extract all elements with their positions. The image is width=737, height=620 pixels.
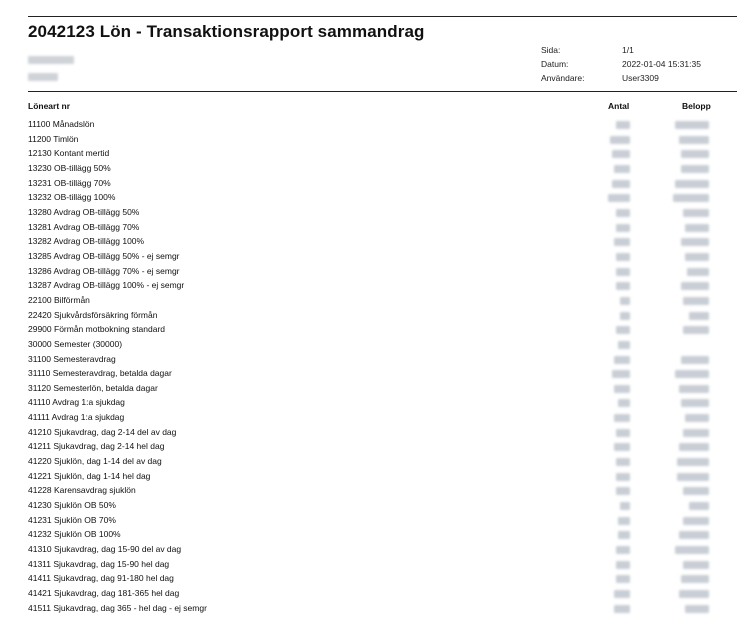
redacted-count <box>616 575 630 583</box>
row-label: 41111 Avdrag 1:a sjukdag <box>28 412 125 423</box>
row-label: 13282 Avdrag OB-tillägg 100% <box>28 236 145 247</box>
redacted-amount <box>681 150 709 158</box>
table-row <box>0 572 737 587</box>
redacted-count <box>616 487 630 495</box>
table-row <box>0 133 737 148</box>
redacted-amount <box>687 268 709 276</box>
redacted-count <box>616 253 630 261</box>
row-label: 41210 Sjukavdrag, dag 2-14 del av dag <box>28 426 177 437</box>
redacted-amount <box>675 546 709 554</box>
table-row <box>0 382 737 397</box>
row-label: 13287 Avdrag OB-tillägg 100% - ej semgr <box>28 280 185 291</box>
row-label: 12130 Kontant mertid <box>28 148 110 159</box>
redacted-count <box>612 180 630 188</box>
row-label: 22100 Bilförmån <box>28 294 90 305</box>
table-row <box>0 455 737 470</box>
redacted-count <box>616 209 630 217</box>
table-row <box>0 294 737 309</box>
table-row <box>0 177 737 192</box>
redacted-amount <box>689 312 709 320</box>
row-label: 41511 Sjukavdrag, dag 365 - hel dag - ej semgr <box>28 602 207 613</box>
redacted-count <box>608 194 630 202</box>
redacted-count <box>616 326 630 334</box>
redacted-count <box>616 561 630 569</box>
report-title: 2042123 Lön - Transaktionsrapport sammandrag <box>28 22 425 41</box>
redacted-count <box>618 517 630 525</box>
table-row <box>0 499 737 514</box>
redacted-amount <box>675 180 709 188</box>
redacted-count <box>620 297 630 305</box>
redacted-amount <box>683 561 709 569</box>
redacted-amount <box>673 194 709 202</box>
header-rule <box>28 91 737 92</box>
table-row <box>0 250 737 265</box>
redacted-amount <box>677 458 709 466</box>
row-label: 41230 Sjuklön OB 50% <box>28 500 116 511</box>
redacted-amount <box>677 473 709 481</box>
row-label: 13230 OB-tillägg 50% <box>28 162 111 173</box>
date-value: 2022-01-04 15:31:35 <box>622 59 701 69</box>
redacted-count <box>612 370 630 378</box>
table-row <box>0 514 737 529</box>
row-label: 31100 Semesteravdrag <box>28 353 116 364</box>
row-label: 31110 Semesteravdrag, betalda dagar <box>28 368 172 379</box>
table-row <box>0 191 737 206</box>
redacted-amount <box>679 385 709 393</box>
table-row <box>0 162 737 177</box>
row-label: 11100 Månadslön <box>28 119 95 129</box>
redacted-amount <box>675 121 709 129</box>
table-row <box>0 528 737 543</box>
redacted-count <box>618 399 630 407</box>
redacted-amount <box>685 253 709 261</box>
redacted-count <box>616 473 630 481</box>
redacted-amount <box>689 502 709 510</box>
table-row <box>0 338 737 353</box>
redacted-count <box>614 443 630 451</box>
table-row <box>0 279 737 294</box>
table-row <box>0 396 737 411</box>
table-row <box>0 484 737 499</box>
redacted-amount <box>679 531 709 539</box>
table-row <box>0 411 737 426</box>
redacted-amount <box>685 605 709 613</box>
redacted-amount <box>681 238 709 246</box>
redacted-amount <box>679 590 709 598</box>
row-label: 30000 Semester (30000) <box>28 338 123 349</box>
row-label: 13281 Avdrag OB-tillägg 70% <box>28 221 140 232</box>
table-row <box>0 426 737 441</box>
transaction-table <box>0 118 737 616</box>
redacted-amount <box>681 575 709 583</box>
redacted-amount <box>685 224 709 232</box>
row-label: 41221 Sjuklön, dag 1-14 hel dag <box>28 470 151 481</box>
top-rule <box>28 16 737 17</box>
table-row <box>0 221 737 236</box>
date-label: Datum: <box>541 59 569 69</box>
page-label: Sida: <box>541 45 561 55</box>
table-row <box>0 206 737 221</box>
redacted-amount <box>681 282 709 290</box>
table-row <box>0 147 737 162</box>
redacted-count <box>616 429 630 437</box>
table-row <box>0 118 737 133</box>
table-row <box>0 587 737 602</box>
column-header-amount: Belopp <box>682 101 711 111</box>
table-row <box>0 265 737 280</box>
user-value: User3309 <box>622 73 659 83</box>
redacted-amount <box>683 517 709 525</box>
row-label: 41311 Sjukavdrag, dag 15-90 hel dag <box>28 558 170 569</box>
column-header-count: Antal <box>608 101 630 111</box>
row-label: 11200 Timlön <box>28 133 79 144</box>
redacted-amount <box>683 326 709 334</box>
table-row <box>0 323 737 338</box>
redacted-count <box>620 502 630 510</box>
user-label: Användare: <box>541 73 585 83</box>
row-label: 13280 Avdrag OB-tillägg 50% <box>28 206 140 217</box>
redacted-amount <box>683 429 709 437</box>
redacted-amount <box>675 370 709 378</box>
redacted-count <box>612 150 630 158</box>
redacted-company-name <box>28 56 74 64</box>
redacted-count <box>614 414 630 422</box>
redacted-count <box>614 590 630 598</box>
table-row <box>0 602 737 617</box>
redacted-count <box>614 356 630 364</box>
redacted-count <box>616 546 630 554</box>
row-label: 41110 Avdrag 1:a sjukdag <box>28 397 125 408</box>
redacted-amount <box>679 443 709 451</box>
table-row <box>0 235 737 250</box>
redacted-count <box>614 165 630 173</box>
row-label: 41228 Karensavdrag sjuklön <box>28 485 136 496</box>
redacted-count <box>614 385 630 393</box>
row-label: 41211 Sjukavdrag, dag 2-14 hel dag <box>28 441 165 452</box>
row-label: 41421 Sjukavdrag, dag 181-365 hel dag <box>28 588 180 598</box>
redacted-amount <box>681 399 709 407</box>
redacted-company-id <box>28 73 58 81</box>
row-label: 13286 Avdrag OB-tillägg 70% - ej semgr <box>28 265 180 276</box>
redacted-amount <box>679 136 709 144</box>
row-label: 31120 Semesterlön, betalda dagar <box>28 382 158 393</box>
table-row <box>0 470 737 485</box>
redacted-count <box>616 282 630 290</box>
redacted-count <box>618 531 630 539</box>
table-row <box>0 543 737 558</box>
redacted-count <box>616 121 630 129</box>
redacted-amount <box>681 356 709 364</box>
row-label: 41411 Sjukavdrag, dag 91-180 hel dag <box>28 573 174 584</box>
redacted-count <box>618 341 630 349</box>
redacted-count <box>610 136 630 144</box>
redacted-amount <box>683 297 709 305</box>
redacted-amount <box>683 487 709 495</box>
table-row <box>0 558 737 573</box>
table-row <box>0 440 737 455</box>
row-label: 29900 Förmån motbokning standard <box>28 324 166 335</box>
redacted-amount <box>681 165 709 173</box>
page-value: 1/1 <box>622 45 634 55</box>
row-label: 41310 Sjukavdrag, dag 15-90 del av dag <box>28 544 182 555</box>
row-label: 13285 Avdrag OB-tillägg 50% - ej semgr <box>28 250 180 261</box>
table-row <box>0 309 737 324</box>
redacted-count <box>616 268 630 276</box>
redacted-count <box>616 458 630 466</box>
row-label: 13231 OB-tillägg 70% <box>28 177 111 188</box>
redacted-count <box>614 238 630 246</box>
table-row <box>0 367 737 382</box>
redacted-count <box>616 224 630 232</box>
row-label: 41220 Sjuklön, dag 1-14 del av dag <box>28 456 162 467</box>
redacted-count <box>614 605 630 613</box>
table-row <box>0 353 737 368</box>
redacted-amount <box>683 209 709 217</box>
row-label: 13232 OB-tillägg 100% <box>28 192 116 203</box>
column-header-type: Löneart nr <box>28 101 71 111</box>
row-label: 22420 Sjukvårdsförsäkring förmån <box>28 309 158 320</box>
redacted-amount <box>685 414 709 422</box>
redacted-count <box>620 312 630 320</box>
row-label: 41232 Sjuklön OB 100% <box>28 529 121 540</box>
row-label: 41231 Sjuklön OB 70% <box>28 514 116 525</box>
